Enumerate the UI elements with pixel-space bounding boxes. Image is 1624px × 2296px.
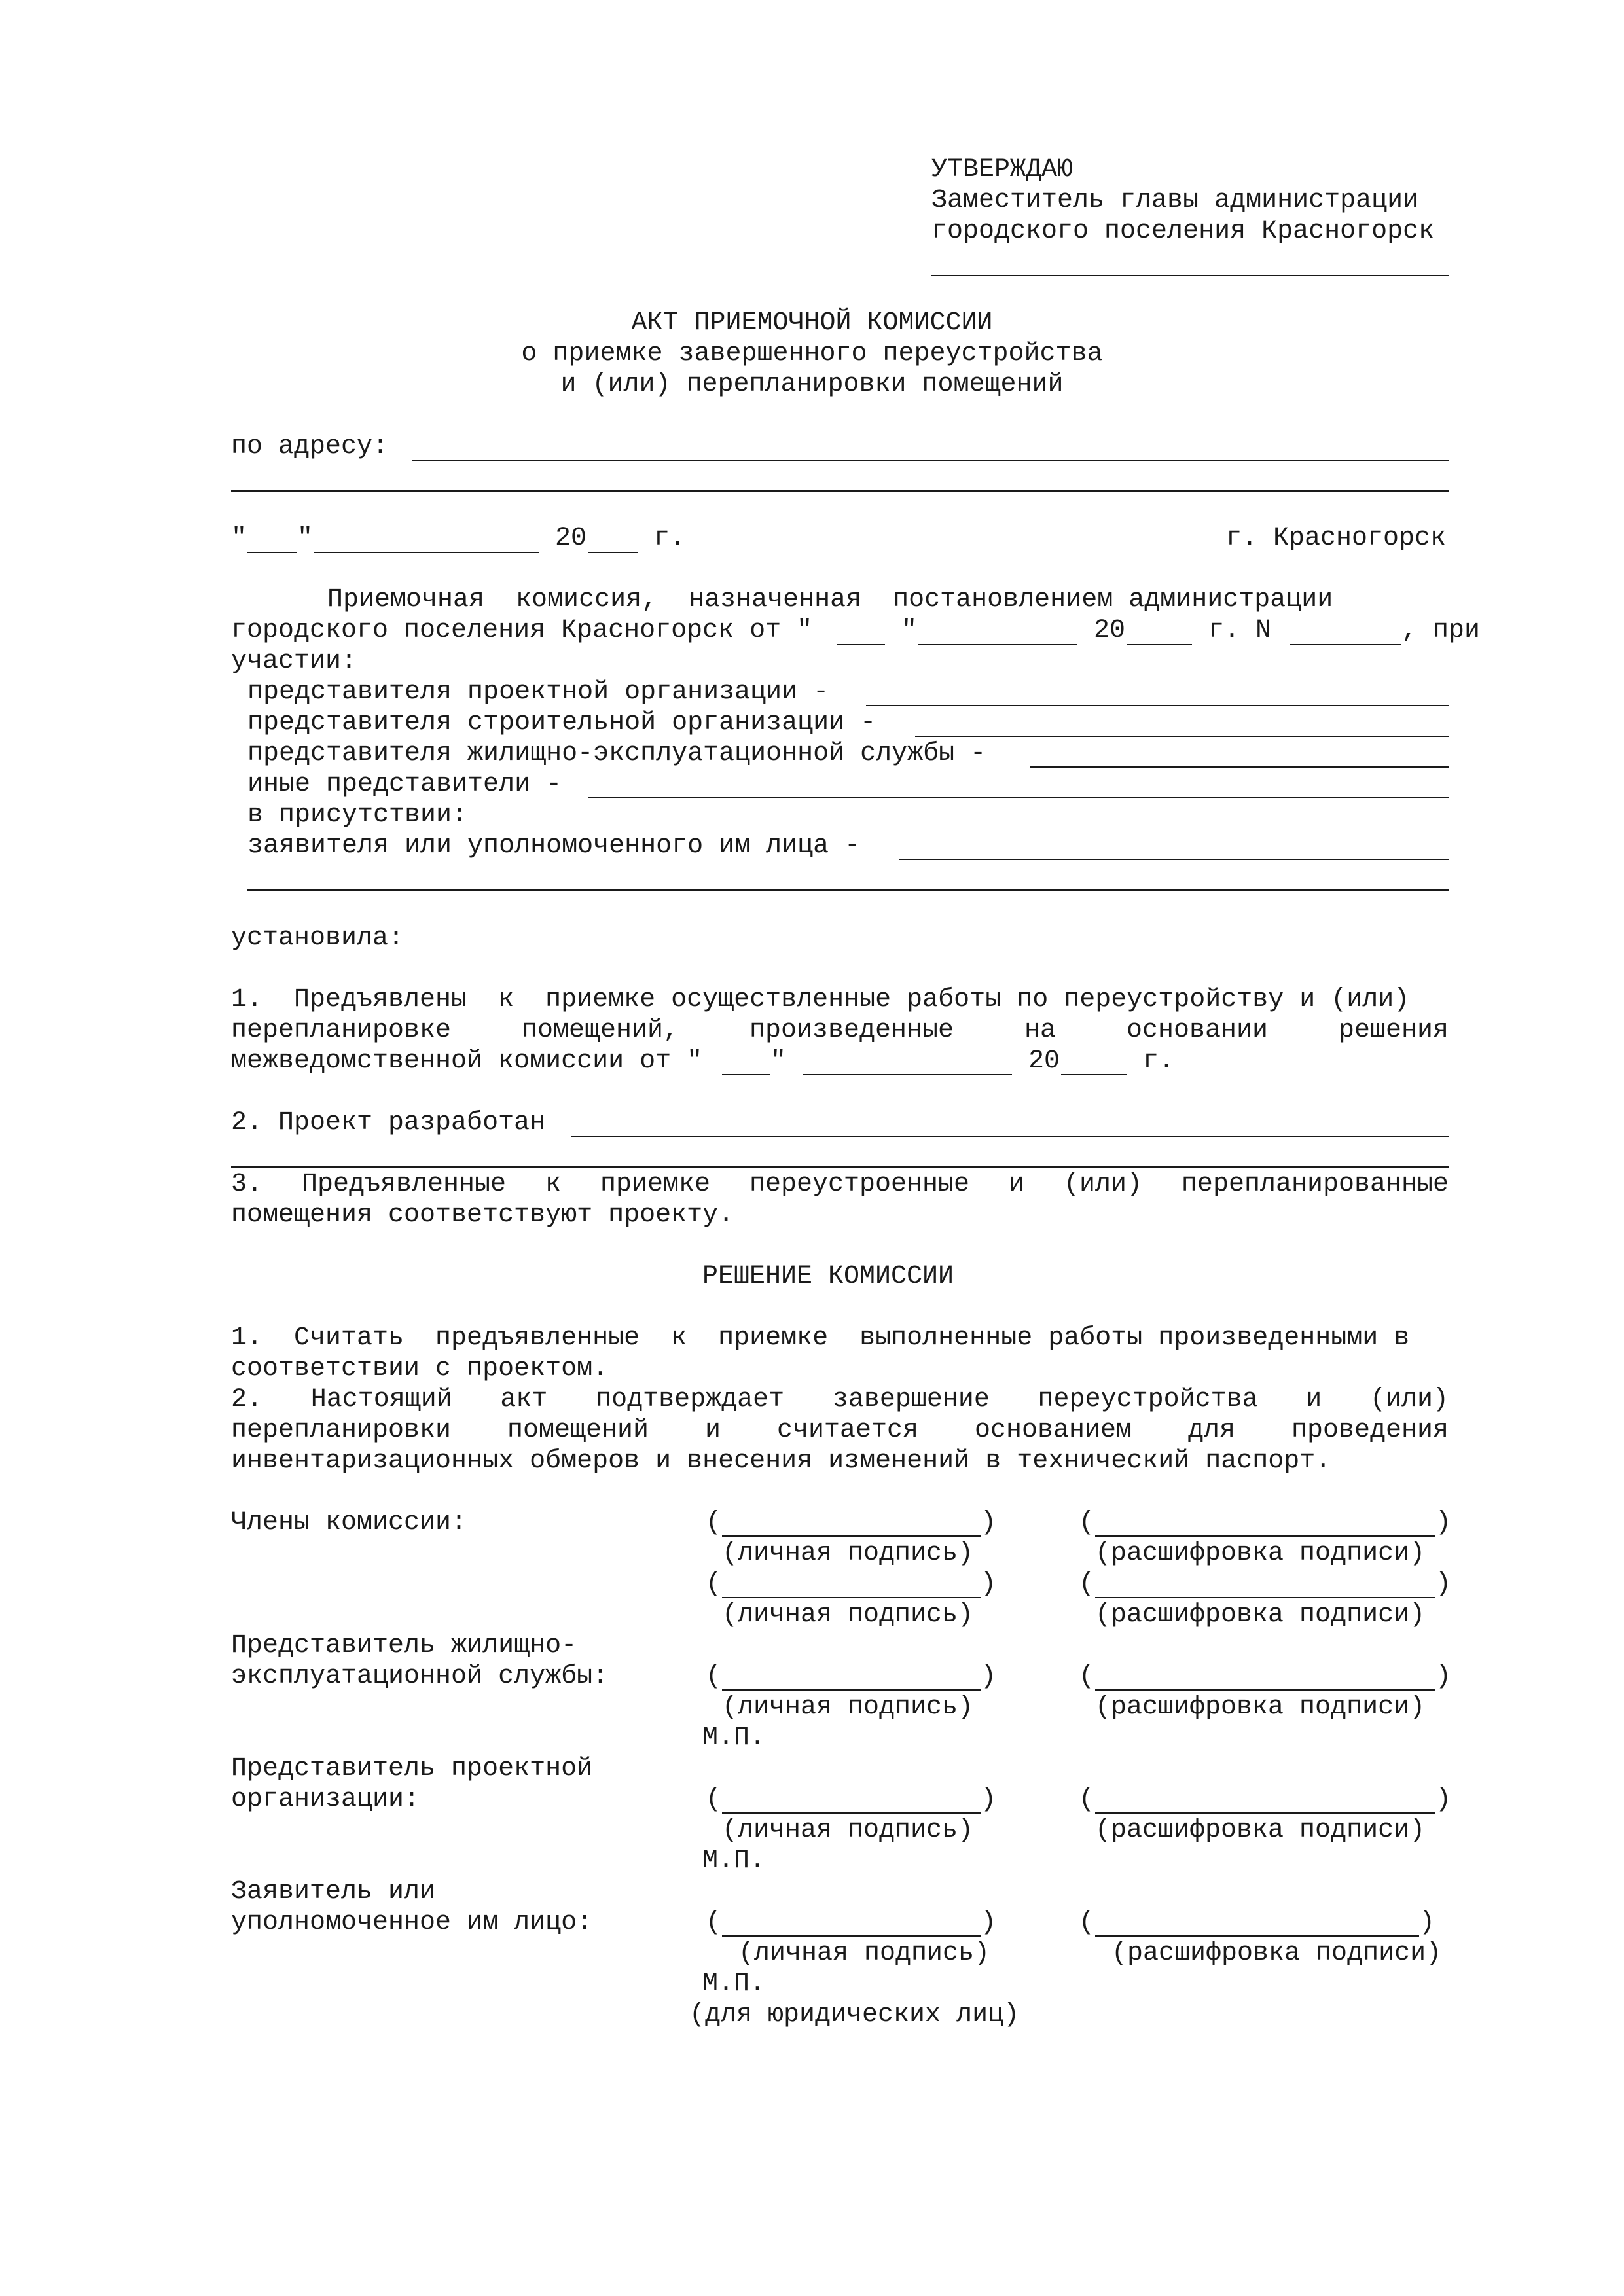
item1-day-line[interactable] — [722, 1074, 770, 1075]
date-quote-close: " — [297, 524, 314, 553]
item2-line-1[interactable] — [571, 1136, 1449, 1137]
date-year-prefix: 20 — [555, 524, 587, 553]
presence-label: в присутствии: — [247, 800, 468, 830]
rep-project-label: представителя проектной организации - — [247, 677, 829, 707]
item2-line-2[interactable] — [231, 1166, 1449, 1168]
applicant-name-open: ( — [1079, 1908, 1095, 1937]
approve-organization: городского поселения Красногорск — [931, 217, 1435, 246]
members-2-sign-line[interactable] — [722, 1597, 981, 1598]
project-sign-open: ( — [706, 1785, 722, 1814]
members-1-name-close: ) — [1435, 1508, 1452, 1537]
rep-other-line[interactable] — [588, 797, 1449, 798]
established-label: установила: — [231, 924, 405, 953]
applicant-line-2[interactable] — [247, 889, 1449, 891]
commission-number-line[interactable] — [1290, 644, 1401, 645]
date-month-line[interactable] — [314, 552, 539, 553]
applicant-stamp: М.П. — [702, 1969, 766, 1999]
date-day-line[interactable] — [247, 552, 297, 553]
applicant-sign-open: ( — [706, 1908, 722, 1937]
decision-p2-line-1: 2. Настоящий акт подтверждает завершение переустройства и (или) — [231, 1385, 1449, 1414]
commission-line-1: Приемочная комиссия, назначенная постановлением администрации — [327, 585, 1333, 615]
housing-sign-line[interactable] — [722, 1689, 981, 1691]
item1-line-3d: г. — [1143, 1047, 1175, 1076]
rep-housing-label: представителя жилищно-эксплуатационной службы - — [247, 739, 986, 768]
members-2-name-caption: (расшифровка подписи) — [1095, 1600, 1426, 1630]
members-1-sign-caption: (личная подпись) — [722, 1539, 974, 1568]
housing-name-open: ( — [1079, 1662, 1095, 1691]
rep-builder-line[interactable] — [915, 736, 1449, 737]
members-2-sign-close: ) — [981, 1570, 997, 1599]
decision-p1-line-1: 1. Считать предъявленные к приемке выполненные работы произведенными в — [231, 1323, 1410, 1353]
date-quote-open: " — [231, 524, 247, 553]
commission-line-2b: " — [901, 616, 918, 645]
date-year-line[interactable] — [588, 552, 638, 553]
act-subtitle-2: и (или) перепланировки помещений — [560, 370, 1064, 399]
item3-line-1: 3. Предъявленные к приемке переустроенные и (или) перепланированные — [231, 1170, 1449, 1199]
project-label-2: организации: — [231, 1785, 420, 1814]
housing-label-2: эксплуатационной службы: — [231, 1662, 609, 1691]
applicant-line[interactable] — [899, 859, 1449, 860]
members-2-name-line[interactable] — [1095, 1597, 1435, 1598]
item1-year-line[interactable] — [1061, 1074, 1127, 1075]
housing-sign-caption: (личная подпись) — [722, 1693, 974, 1722]
housing-name-close: ) — [1435, 1662, 1452, 1691]
commission-year-line[interactable] — [1127, 644, 1192, 645]
city-name: г. Красногорск — [1226, 524, 1447, 553]
approve-title: УТВЕРЖДАЮ — [931, 155, 1074, 185]
project-label-1: Представитель проектной — [231, 1754, 593, 1784]
address-line-1[interactable] — [412, 460, 1449, 461]
members-1-name-open: ( — [1079, 1508, 1095, 1537]
item1-line-3a: межведомственной комиссии от " — [231, 1047, 703, 1076]
item3-line-2: помещения соответствуют проекту. — [231, 1200, 734, 1230]
members-1-name-line[interactable] — [1095, 1535, 1435, 1537]
members-2-sign-caption: (личная подпись) — [722, 1600, 974, 1630]
commission-line-2c: 20 — [1094, 616, 1126, 645]
applicant-sign-caption: (личная подпись) — [738, 1939, 990, 1968]
decision-p2-line-3: инвентаризационных обмеров и внесения изменений в технический паспорт. — [231, 1446, 1331, 1476]
housing-label-1: Представитель жилищно- — [231, 1631, 577, 1660]
project-name-close: ) — [1435, 1785, 1452, 1814]
rep-builder-label: представителя строительной организации - — [247, 708, 876, 738]
housing-sign-close: ) — [981, 1662, 997, 1691]
commission-day-line[interactable] — [837, 644, 885, 645]
members-2-name-close: ) — [1435, 1570, 1452, 1599]
commission-line-2d: г. N — [1208, 616, 1272, 645]
item2-label: 2. Проект разработан — [231, 1108, 546, 1138]
address-label: по адресу: — [231, 432, 389, 461]
project-name-line[interactable] — [1095, 1812, 1435, 1814]
approve-signature-line[interactable] — [931, 275, 1449, 276]
act-title: АКТ ПРИЕМОЧНОЙ КОМИССИИ — [631, 308, 993, 338]
commission-month-line[interactable] — [918, 644, 1077, 645]
item1-line-3c: 20 — [1028, 1047, 1060, 1076]
legal-entities-note: (для юридических лиц) — [689, 2000, 1020, 2030]
act-subtitle-1: о приемке завершенного переустройства — [521, 339, 1103, 368]
housing-name-line[interactable] — [1095, 1689, 1435, 1691]
applicant-label: заявителя или уполномоченного им лица - — [247, 831, 861, 861]
decision-p1-line-2: соответствии с проектом. — [231, 1354, 609, 1384]
date-year-suffix: г. — [654, 524, 686, 553]
project-stamp: М.П. — [702, 1846, 766, 1876]
applicant-name-caption: (расшифровка подписи) — [1111, 1939, 1442, 1968]
applicant-name-close: ) — [1419, 1908, 1435, 1937]
applicant-sign-line[interactable] — [722, 1935, 981, 1937]
decision-p2-line-2: перепланировки помещений и считается основанием для проведения — [231, 1416, 1449, 1445]
decision-title: РЕШЕНИЕ КОМИССИИ — [702, 1262, 954, 1291]
commission-line-2e: , при — [1401, 616, 1481, 645]
housing-sign-open: ( — [706, 1662, 722, 1691]
housing-stamp: М.П. — [702, 1723, 766, 1753]
applicant-sig-label-2: уполномоченное им лицо: — [231, 1908, 593, 1937]
rep-housing-line[interactable] — [1030, 766, 1449, 768]
item1-line-2: перепланировке помещений, произведенные на основании решения — [231, 1016, 1449, 1045]
applicant-sig-label-1: Заявитель или — [231, 1877, 436, 1907]
commission-line-3: участии: — [231, 647, 357, 676]
project-sign-line[interactable] — [722, 1812, 981, 1814]
rep-other-label: иные представители - — [247, 770, 562, 799]
members-1-name-caption: (расшифровка подписи) — [1095, 1539, 1426, 1568]
project-name-open: ( — [1079, 1785, 1095, 1814]
project-name-caption: (расшифровка подписи) — [1095, 1816, 1426, 1845]
housing-name-caption: (расшифровка подписи) — [1095, 1693, 1426, 1722]
item1-month-line[interactable] — [803, 1074, 1012, 1075]
members-1-sign-close: ) — [981, 1508, 997, 1537]
members-2-sign-open: ( — [706, 1570, 722, 1599]
members-2-name-open: ( — [1079, 1570, 1095, 1599]
item1-line-3b: " — [770, 1047, 787, 1076]
members-label: Члены комиссии: — [231, 1508, 467, 1537]
applicant-name-line[interactable] — [1095, 1935, 1419, 1937]
applicant-sign-close: ) — [981, 1908, 997, 1937]
rep-project-line[interactable] — [866, 705, 1449, 706]
project-sign-close: ) — [981, 1785, 997, 1814]
members-1-sign-open: ( — [706, 1508, 722, 1537]
address-line-2[interactable] — [231, 490, 1449, 492]
item1-line-1: 1. Предъявлены к приемке осуществленные работы по переустройству и (или) — [231, 985, 1410, 1014]
members-1-sign-line[interactable] — [722, 1535, 981, 1537]
project-sign-caption: (личная подпись) — [722, 1816, 974, 1845]
approve-position: Заместитель главы администрации — [931, 186, 1419, 215]
commission-line-2a: городского поселения Красногорск от " — [231, 616, 813, 645]
